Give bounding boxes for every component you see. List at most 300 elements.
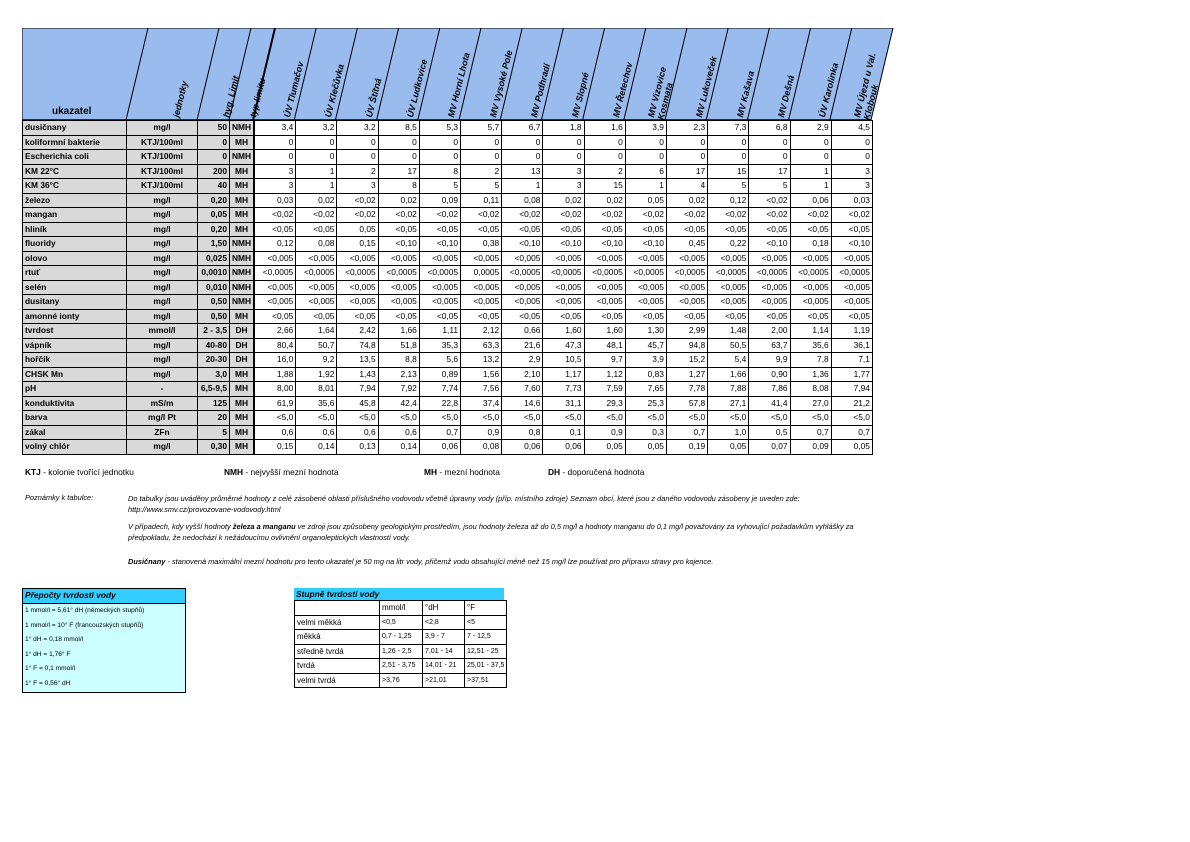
limit-type-cell: MH [230, 193, 255, 208]
indicator-name: fluoridy [23, 237, 127, 252]
value-cell: 5 [419, 179, 460, 194]
value-cell: <0,02 [254, 208, 296, 223]
site-column-header: MV Vysoké Pole [487, 49, 515, 119]
grade-range: 2,51 - 3,75 [380, 659, 423, 674]
limit-cell: 1,50 [198, 237, 230, 252]
value-cell: 41,4 [749, 396, 790, 411]
indicator-name: KM 22°C [23, 164, 127, 179]
unit-cell: mg/l [127, 295, 198, 310]
table-row [23, 396, 873, 411]
unit-cell: - [127, 382, 198, 397]
limit-type-cell: MH [230, 396, 255, 411]
value-cell: 1,77 [831, 367, 872, 382]
value-cell: <0,0005 [419, 266, 460, 281]
value-cell: 1,36 [790, 367, 831, 382]
grades-row [295, 673, 507, 688]
indicator-name: volný chlór [23, 440, 127, 455]
unit-cell: mg/l [127, 353, 198, 368]
table-row [23, 222, 873, 237]
value-cell: <0,005 [419, 280, 460, 295]
value-cell: <0,02 [790, 208, 831, 223]
value-cell: 3 [831, 179, 872, 194]
grade-range: >21,01 [423, 673, 465, 688]
table-row [23, 164, 873, 179]
table-row [23, 367, 873, 382]
value-cell: <0,10 [502, 237, 543, 252]
grade-range: 7,01 - 14 [423, 644, 465, 659]
value-cell: 80,4 [254, 338, 296, 353]
indicator-name: olovo [23, 251, 127, 266]
value-cell: 3 [254, 164, 296, 179]
grades-title: Stupně tvrdosti vody [294, 588, 504, 600]
value-cell: 0 [790, 150, 831, 165]
note-3: Dusičnany - stanovená maximální mezní hodnotu pro tento ukazatel je 50 mg na litr vody, přičemž vodu obsahující méně než 15 mg/l lze používat pro přípravu stravy pro kojence. [128, 557, 714, 566]
value-cell: <0,02 [337, 208, 378, 223]
grade-range: 7 - 12,5 [465, 630, 507, 645]
value-cell: 0 [378, 135, 419, 150]
value-cell: 36,1 [831, 338, 872, 353]
table-row [23, 295, 873, 310]
value-cell: 29,3 [584, 396, 625, 411]
value-cell: 0,08 [296, 237, 337, 252]
unit-cell: mg/l Pt [127, 411, 198, 426]
table-row [23, 251, 873, 266]
value-cell: <0,005 [790, 295, 831, 310]
site-column-header: MV Podhradí [528, 62, 552, 119]
value-cell: 0,19 [666, 440, 707, 455]
value-cell: 63,7 [749, 338, 790, 353]
value-cell: 1,92 [296, 367, 337, 382]
value-cell: <0,0005 [790, 266, 831, 281]
legend-text: - nejvyšší mezní hodnota [243, 467, 339, 477]
indicator-name: amonné ionty [23, 309, 127, 324]
value-cell: 0,38 [461, 237, 502, 252]
grade-range: 14,01 - 21 [423, 659, 465, 674]
limit-cell: 0,50 [198, 295, 230, 310]
value-cell: 1,66 [708, 367, 749, 382]
value-cell: 47,3 [543, 338, 584, 353]
limit-type-cell: MH [230, 309, 255, 324]
value-cell: 0,07 [749, 440, 790, 455]
grade-range: °F [465, 601, 507, 616]
site-column-header: MV Dešná [776, 74, 797, 119]
value-cell: 7,65 [625, 382, 666, 397]
value-cell: 0,05 [584, 440, 625, 455]
value-cell: <0,05 [831, 309, 872, 324]
value-cell: 0 [337, 150, 378, 165]
value-cell: <5,0 [708, 411, 749, 426]
site-column-header: MV Újezd u Val. Klobouk [852, 51, 881, 121]
value-cell: 4 [666, 179, 707, 194]
table-row [23, 121, 873, 136]
value-cell: 1 [296, 179, 337, 194]
indicator-header: ukazatel [52, 106, 92, 117]
grade-range: mmol/l [380, 601, 423, 616]
limit-cell: 50 [198, 121, 230, 136]
value-cell: <0,0005 [708, 266, 749, 281]
value-cell: 1,60 [584, 324, 625, 339]
value-cell: 3 [831, 164, 872, 179]
value-cell: 7,59 [584, 382, 625, 397]
value-cell: 0 [419, 135, 460, 150]
value-cell: 8,00 [254, 382, 296, 397]
table-row [23, 237, 873, 252]
value-cell: 0,06 [790, 193, 831, 208]
value-cell: <0,02 [296, 208, 337, 223]
value-cell: <0,005 [543, 251, 584, 266]
value-cell: <0,05 [419, 309, 460, 324]
value-cell: 1 [296, 164, 337, 179]
value-cell: 51,8 [378, 338, 419, 353]
grade-name: velmi měkká [295, 615, 380, 630]
value-cell: <0,05 [419, 222, 460, 237]
indicator-name: dusičnany [23, 121, 127, 136]
indicator-name: pH [23, 382, 127, 397]
value-cell: 21,2 [831, 396, 872, 411]
unit-cell: KTJ/100ml [127, 164, 198, 179]
value-cell: 45,7 [625, 338, 666, 353]
limit-type-cell: MH [230, 164, 255, 179]
value-cell: <5,0 [625, 411, 666, 426]
value-cell: <0,005 [296, 251, 337, 266]
value-cell: 4,5 [831, 121, 872, 136]
limit-cell: 0,05 [198, 208, 230, 223]
limit-cell: 40 [198, 179, 230, 194]
value-cell: 0,05 [708, 440, 749, 455]
value-cell: <0,05 [790, 222, 831, 237]
header-labels [22, 28, 922, 120]
value-cell: 7,94 [831, 382, 872, 397]
note-1: Do tabulky jsou uváděny průměrné hodnoty z celé zásobené oblasti příslušného vodovodu včetně úpravny vody (příp. místního zdroje) Seznam obcí, které jsou z daného vodovodu zásobeny je uveden zde: http://www.smv.cz/provozovane-vodovody.html [128, 494, 800, 514]
value-cell: 1,11 [419, 324, 460, 339]
value-cell: 7,88 [708, 382, 749, 397]
value-cell: 5,6 [419, 353, 460, 368]
value-cell: <0,05 [254, 309, 296, 324]
value-cell: <0,005 [337, 251, 378, 266]
limit-cell: 0,0010 [198, 266, 230, 281]
value-cell: <0,005 [625, 295, 666, 310]
value-cell: 2 [461, 164, 502, 179]
value-cell: 6 [625, 164, 666, 179]
value-cell: <0,005 [254, 280, 296, 295]
value-cell: 17 [749, 164, 790, 179]
indicator-name: dusitany [23, 295, 127, 310]
value-cell: 0,6 [337, 425, 378, 440]
limit-type-cell: MH [230, 367, 255, 382]
value-cell: 3,9 [625, 121, 666, 136]
unit-cell: mg/l [127, 338, 198, 353]
value-cell: 0,02 [378, 193, 419, 208]
value-cell: 61,9 [254, 396, 296, 411]
value-cell: <0,005 [378, 280, 419, 295]
meta-column-header: typ limitu [248, 77, 268, 119]
value-cell: <0,05 [584, 309, 625, 324]
value-cell: <0,005 [831, 251, 872, 266]
value-cell: 5 [461, 179, 502, 194]
value-cell: 1,0 [708, 425, 749, 440]
table-row [23, 179, 873, 194]
unit-cell: mg/l [127, 121, 198, 136]
legend-abbr: KTJ [25, 467, 41, 477]
value-cell: 0 [666, 135, 707, 150]
limit-type-cell: MH [230, 382, 255, 397]
value-cell: 1,14 [790, 324, 831, 339]
value-cell: <0,05 [749, 309, 790, 324]
table-row [23, 338, 873, 353]
value-cell: <0,005 [419, 295, 460, 310]
grade-range: 3,9 - 7 [423, 630, 465, 645]
value-cell: <0,05 [296, 222, 337, 237]
indicator-name: KM 36°C [23, 179, 127, 194]
value-cell: <0,005 [749, 295, 790, 310]
indicator-name: Escherichia coli [23, 150, 127, 165]
value-cell: 13,2 [461, 353, 502, 368]
conversion-row: 1 mmol/l = 5,61° dH (německých stupňů) [25, 607, 145, 614]
conversion-row: 1° F = 0,56° dH [25, 679, 71, 687]
table-row [23, 440, 873, 455]
value-cell: 94,8 [666, 338, 707, 353]
value-cell: <0,05 [749, 222, 790, 237]
value-cell: 0,05 [831, 440, 872, 455]
value-cell: <0,05 [831, 222, 872, 237]
limit-cell: 0,20 [198, 193, 230, 208]
value-cell: <0,005 [502, 295, 543, 310]
limit-cell: 20-30 [198, 353, 230, 368]
value-cell: <5,0 [337, 411, 378, 426]
limit-type-cell: DH [230, 353, 255, 368]
limit-type-cell: MH [230, 222, 255, 237]
value-cell: 21,6 [502, 338, 543, 353]
value-cell: 2,10 [502, 367, 543, 382]
table-row [23, 150, 873, 165]
indicator-name: selén [23, 280, 127, 295]
value-cell: 0,14 [296, 440, 337, 455]
value-cell: 0,9 [584, 425, 625, 440]
value-cell: 1,12 [584, 367, 625, 382]
value-cell: <0,005 [337, 295, 378, 310]
table-row [23, 193, 873, 208]
unit-cell: mg/l [127, 237, 198, 252]
value-cell: <0,005 [790, 251, 831, 266]
value-cell: <0,005 [708, 251, 749, 266]
limit-type-cell: NMH [230, 150, 255, 165]
value-cell: <0,005 [584, 295, 625, 310]
value-cell: <0,005 [378, 295, 419, 310]
table-row [23, 382, 873, 397]
value-cell: 10,5 [543, 353, 584, 368]
value-cell: <0,02 [461, 208, 502, 223]
value-cell: <0,05 [790, 309, 831, 324]
value-cell: 0,02 [666, 193, 707, 208]
value-cell: 1 [502, 179, 543, 194]
hardness-conversion-box [22, 588, 186, 693]
value-cell: 0 [749, 135, 790, 150]
legend-text: - doporučená hodnota [560, 467, 645, 477]
grade-range: 1,26 - 2,5 [380, 644, 423, 659]
value-cell: 0 [254, 135, 296, 150]
value-cell: 0,09 [790, 440, 831, 455]
value-cell: <0,05 [461, 222, 502, 237]
legend-abbr: NMH [224, 467, 244, 477]
indicator-name: mangan [23, 208, 127, 223]
value-cell: 0,66 [502, 324, 543, 339]
grade-name: tvrdá [295, 659, 380, 674]
value-cell: 17 [666, 164, 707, 179]
value-cell: <5,0 [461, 411, 502, 426]
value-cell: <0,005 [749, 280, 790, 295]
legend-item [548, 467, 644, 477]
value-cell: <0,02 [708, 208, 749, 223]
value-cell: 0,08 [461, 440, 502, 455]
grade-range: >37,51 [465, 673, 507, 688]
value-cell: 1 [790, 179, 831, 194]
grade-range: °dH [423, 601, 465, 616]
indicator-name: CHSK Mn [23, 367, 127, 382]
value-cell: 0 [296, 150, 337, 165]
value-cell: 0,83 [625, 367, 666, 382]
value-cell: <0,0005 [254, 266, 296, 281]
value-cell: 5 [708, 179, 749, 194]
value-cell: <0,05 [543, 309, 584, 324]
value-cell: 8,01 [296, 382, 337, 397]
grades-row [295, 630, 507, 645]
value-cell: 0,8 [502, 425, 543, 440]
value-cell: <0,0005 [502, 266, 543, 281]
value-cell: <0,05 [625, 222, 666, 237]
value-cell: 3 [543, 164, 584, 179]
value-cell: <5,0 [419, 411, 460, 426]
value-cell: 15 [584, 179, 625, 194]
value-cell: 1,27 [666, 367, 707, 382]
value-cell: <0,005 [543, 280, 584, 295]
value-cell: 0,0005 [461, 266, 502, 281]
value-cell: <0,005 [378, 251, 419, 266]
value-cell: <0,005 [666, 251, 707, 266]
unit-cell: mg/l [127, 266, 198, 281]
conversion-row: 1° dH = 0,18 mmol/l [25, 636, 84, 644]
meta-column-header: hyg. Limit [220, 74, 241, 119]
value-cell: <0,02 [378, 208, 419, 223]
legend-abbr: DH [548, 467, 561, 477]
value-cell: 0,02 [584, 193, 625, 208]
value-cell: <0,005 [831, 295, 872, 310]
value-cell: <0,005 [831, 280, 872, 295]
value-cell: <5,0 [831, 411, 872, 426]
value-cell: 0,5 [749, 425, 790, 440]
value-cell: 0,06 [543, 440, 584, 455]
value-cell: 35,6 [790, 338, 831, 353]
limit-cell: 6,5-9,5 [198, 382, 230, 397]
value-cell: 0,7 [790, 425, 831, 440]
limit-cell: 40-80 [198, 338, 230, 353]
site-column-header: MV Kašava [734, 69, 757, 119]
legend-item [224, 467, 339, 477]
value-cell: <0,02 [749, 193, 790, 208]
hardness-grades-box [294, 588, 507, 688]
value-cell: 17 [378, 164, 419, 179]
value-cell: 2 [584, 164, 625, 179]
value-cell: <0,005 [543, 295, 584, 310]
grade-range: <5 [465, 615, 507, 630]
indicator-name: hořčík [23, 353, 127, 368]
value-cell: 0,18 [790, 237, 831, 252]
value-cell: <0,02 [625, 208, 666, 223]
table-row [23, 208, 873, 223]
value-cell: 0 [584, 150, 625, 165]
conversion-row: 1° dH = 1,76° F [25, 650, 71, 658]
value-cell: 2,66 [254, 324, 296, 339]
site-column-header: MV Horní Lhota [446, 51, 473, 119]
value-cell: 31,1 [543, 396, 584, 411]
limit-cell: 0,30 [198, 440, 230, 455]
value-cell: 0 [543, 135, 584, 150]
value-cell: 0,15 [337, 237, 378, 252]
limit-cell: 0,025 [198, 251, 230, 266]
value-cell: <0,02 [543, 208, 584, 223]
value-cell: 0,05 [625, 440, 666, 455]
value-cell: 1,6 [584, 121, 625, 136]
value-cell: <0,005 [502, 280, 543, 295]
table-row [23, 425, 873, 440]
limit-type-cell: MH [230, 135, 255, 150]
unit-cell: mg/l [127, 251, 198, 266]
value-cell: 3 [254, 179, 296, 194]
value-cell: <0,10 [378, 237, 419, 252]
indicator-name: železo [23, 193, 127, 208]
grade-range: 25,01 - 37,5 [465, 659, 507, 674]
conversion-row: 1° F = 0,1 mmol/l [25, 665, 76, 673]
grade-range: >3,76 [380, 673, 423, 688]
site-column-header: MV Řetechov [611, 61, 635, 119]
value-cell: <0,05 [584, 222, 625, 237]
unit-cell: mS/m [127, 396, 198, 411]
value-cell: 0,03 [254, 193, 296, 208]
value-cell: <0,10 [749, 237, 790, 252]
value-cell: 0,6 [296, 425, 337, 440]
grades-row [295, 659, 507, 674]
site-column-header: ÚV Tlumačov [281, 60, 306, 119]
value-cell: 0 [625, 135, 666, 150]
value-cell: <5,0 [543, 411, 584, 426]
value-cell: 5,3 [419, 121, 460, 136]
indicator-name: koliformní bakterie [23, 135, 127, 150]
table-row [23, 353, 873, 368]
value-cell: <0,05 [708, 309, 749, 324]
value-cell: 0,9 [461, 425, 502, 440]
value-cell: <0,05 [666, 222, 707, 237]
site-column-header: ÚV Klečůvka [322, 63, 346, 119]
value-cell: 7,86 [749, 382, 790, 397]
value-cell: 9,7 [584, 353, 625, 368]
value-cell: <0,0005 [625, 266, 666, 281]
value-cell: 0,11 [461, 193, 502, 208]
value-cell: 0,09 [419, 193, 460, 208]
value-cell: 0 [337, 135, 378, 150]
value-cell: 0 [831, 135, 872, 150]
value-cell: <0,0005 [296, 266, 337, 281]
indicator-name: vápník [23, 338, 127, 353]
legend-text: - mezní hodnota [437, 467, 500, 477]
grade-range: 12,51 - 25 [465, 644, 507, 659]
value-cell: 3 [337, 179, 378, 194]
value-cell: <0,02 [419, 208, 460, 223]
limit-type-cell: MH [230, 425, 255, 440]
value-cell: 8 [419, 164, 460, 179]
value-cell: <0,0005 [543, 266, 584, 281]
value-cell: <5,0 [790, 411, 831, 426]
value-cell: <0,005 [584, 280, 625, 295]
value-cell: 3,4 [254, 121, 296, 136]
